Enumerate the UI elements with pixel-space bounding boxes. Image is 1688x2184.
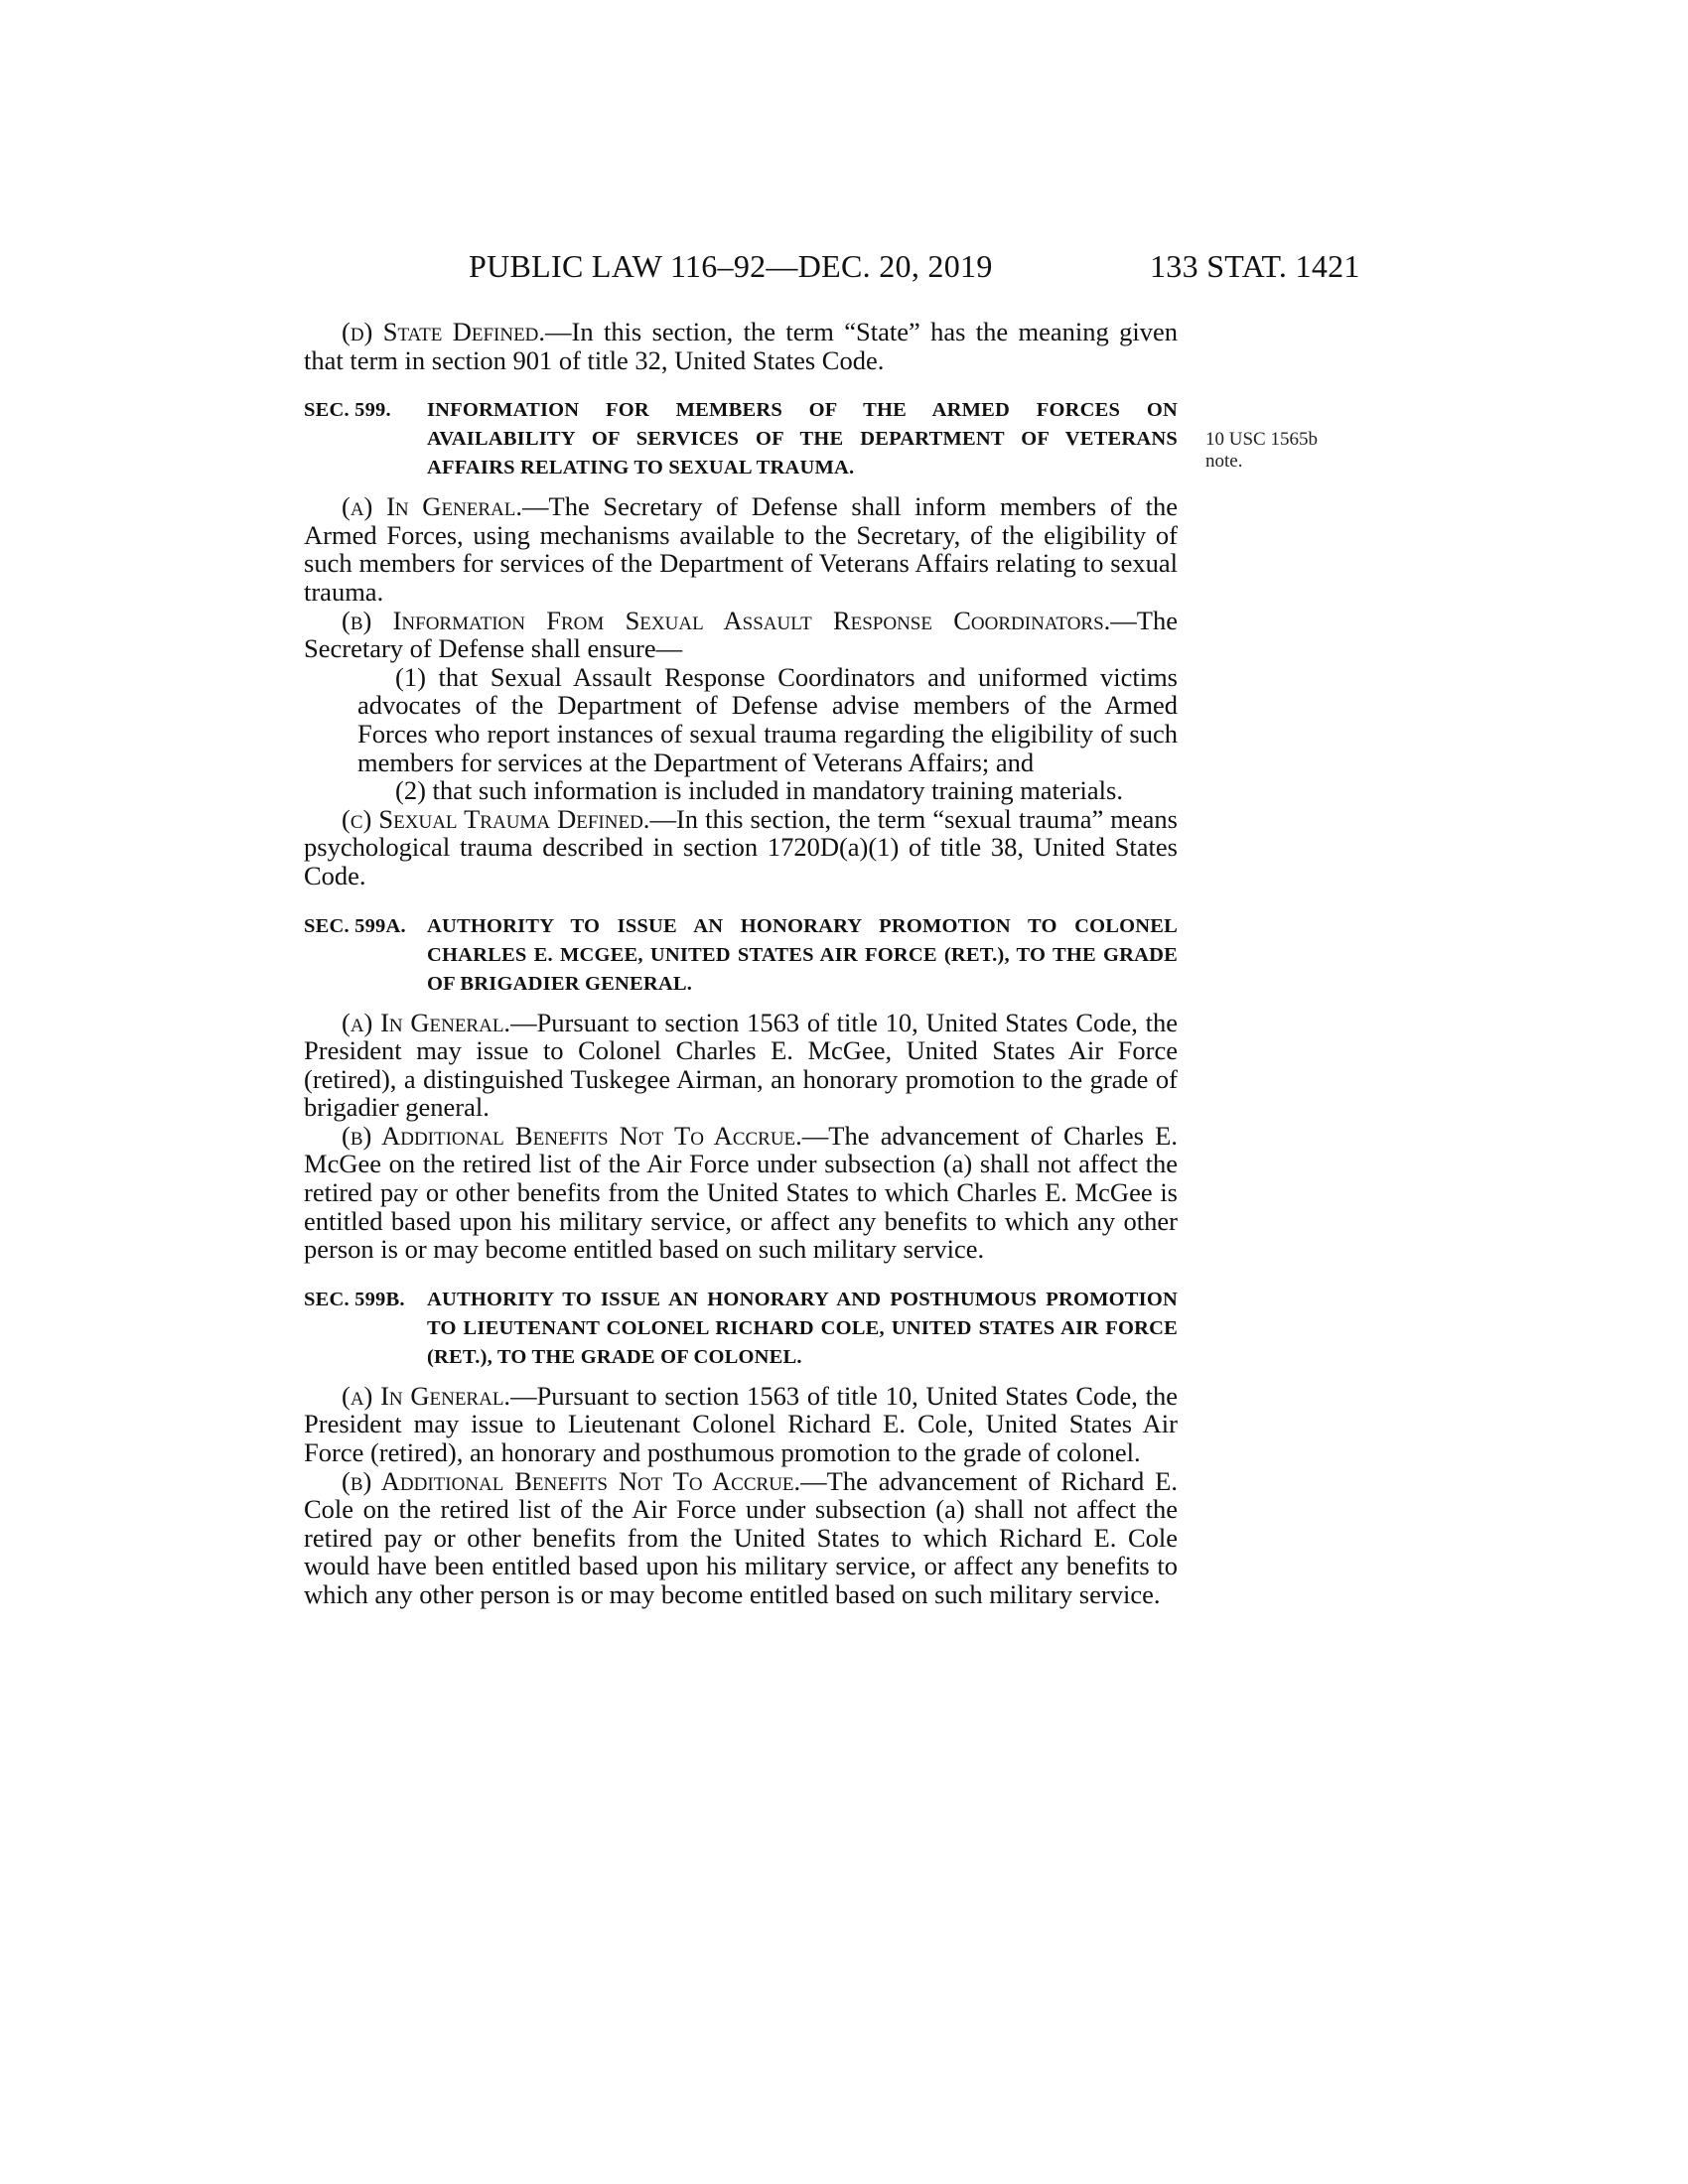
sec599-subsection-a (304, 492, 1178, 606)
subsection-heading: (b) Information From Sexual Assault Response Coordinators. (342, 605, 1111, 635)
section-599a-heading (304, 912, 1178, 999)
sec599-subsection-b (304, 607, 1178, 663)
section-title: AUTHORITY TO ISSUE AN HONORARY PROMOTION TO COLONEL CHARLES E. MCGEE, UNITED STATES AIR FORCE (RET.), TO THE GRADE OF BRIGADIER GENERAL. (427, 914, 1178, 995)
subsection-text: —The advancement of Richard E. Cole on the retired list of the Air Force under subsection (a) shall not affect the retired pay or other benefits from the United States to which Richard E. Cole would have been entitled based upon his military service, or affect any benefits to which any other person is or may become entitled based on such military service. (304, 1465, 1178, 1609)
sec599-paragraph-2: (2) that such information is included in mandatory training materials. (395, 775, 1123, 806)
page-header-title: PUBLIC LAW 116–92—DEC. 20, 2019 (469, 248, 993, 284)
section-599-heading (304, 396, 1178, 482)
section-number: SEC. 599B. (304, 1288, 405, 1310)
subsection-text: —The Secretary of Defense shall inform members of the Armed Forces, using mechanisms available to the Secretary, of the eligibility of such members for services of the Department of Veterans Affairs relating to sexual trauma. (304, 491, 1178, 607)
margin-note-citation: 10 USC 1565b (1205, 429, 1318, 450)
subsection-heading: (b) Additional Benefits Not To Accrue. (342, 1465, 801, 1496)
subsection-text: —The advancement of Charles E. McGee on the retired list of the Air Force under subsection (a) shall not affect the retired pay or other benefits from the United States to which Charles E. McGee is entitled based upon his military service, or affect any benefits to which any other person is or may become entitled based on such military service. (304, 1120, 1178, 1265)
section-title: INFORMATION FOR MEMBERS OF THE ARMED FORCES ON AVAILABILITY OF SERVICES OF THE DEPARTMENT OF VETERANS AFFAIRS RELATING TO SEXUAL TRAUMA. (427, 399, 1178, 479)
page-header (0, 248, 1688, 288)
section-number: SEC. 599. (304, 399, 391, 422)
subsection-text: —In this section, the term “sexual trauma” means psychological trauma described in section 1720D(a)(1) of title 38, United States Code. (304, 803, 1178, 890)
sec599-paragraph-1: (1) that Sexual Assault Response Coordinators and uniformed victims advocates of the Department of Defense advise members of the Armed Forces who report instances of sexual trauma regarding the eligibility of such members for services at the Department of Veterans Affairs; and (357, 661, 1178, 777)
subsection-text: —The Secretary of Defense shall ensure— (304, 605, 1178, 664)
sec599b-subsection-b (304, 1467, 1178, 1609)
sec599-subsection-c (304, 805, 1178, 890)
margin-note (1205, 429, 1384, 473)
subsection-heading: (a) In General. (342, 491, 523, 522)
subsection-heading: (d) State Defined. (342, 317, 546, 346)
subsection-text: —In this section, the term “State” has the meaning given that term in section 901 of title 32, United States Code. (304, 317, 1178, 375)
section-number: SEC. 599A. (304, 914, 406, 937)
subsection-text: —Pursuant to section 1563 of title 10, United States Code, the President may issue to Colonel Charles E. McGee, United States Air Force (retired), a distinguished Tuskegee Airman, an honorary promotion to the grade of brigadier general. (304, 1007, 1178, 1123)
page-header-stat-citation: 133 STAT. 1421 (1150, 248, 1360, 284)
section-title: AUTHORITY TO ISSUE AN HONORARY AND POSTHUMOUS PROMOTION TO LIEUTENANT COLONEL RICHARD COLE, UNITED STATES AIR FORCE (RET.), TO THE GRADE OF COLONEL. (427, 1288, 1178, 1368)
sec599a-subsection-a (304, 1009, 1178, 1122)
document-body (304, 318, 1178, 1609)
subsection-text: —Pursuant to section 1563 of title 10, United States Code, the President may issue to Lieutenant Colonel Richard E. Cole, United States Air Force (retired), an honorary and posthumous promotion to the grade of colonel. (304, 1380, 1178, 1468)
section-599b-heading (304, 1286, 1178, 1372)
sec599b-subsection-a (304, 1382, 1178, 1467)
subsection-heading: (a) In General. (342, 1007, 511, 1037)
subsection-heading: (b) Additional Benefits Not To Accrue. (342, 1120, 802, 1151)
sec599a-subsection-b (304, 1122, 1178, 1264)
subsection-d-state-defined (304, 318, 1178, 374)
margin-note-suffix: note. (1205, 451, 1243, 472)
subsection-heading: (a) In General. (342, 1380, 511, 1411)
subsection-heading: (c) Sexual Trauma Defined. (342, 803, 650, 834)
